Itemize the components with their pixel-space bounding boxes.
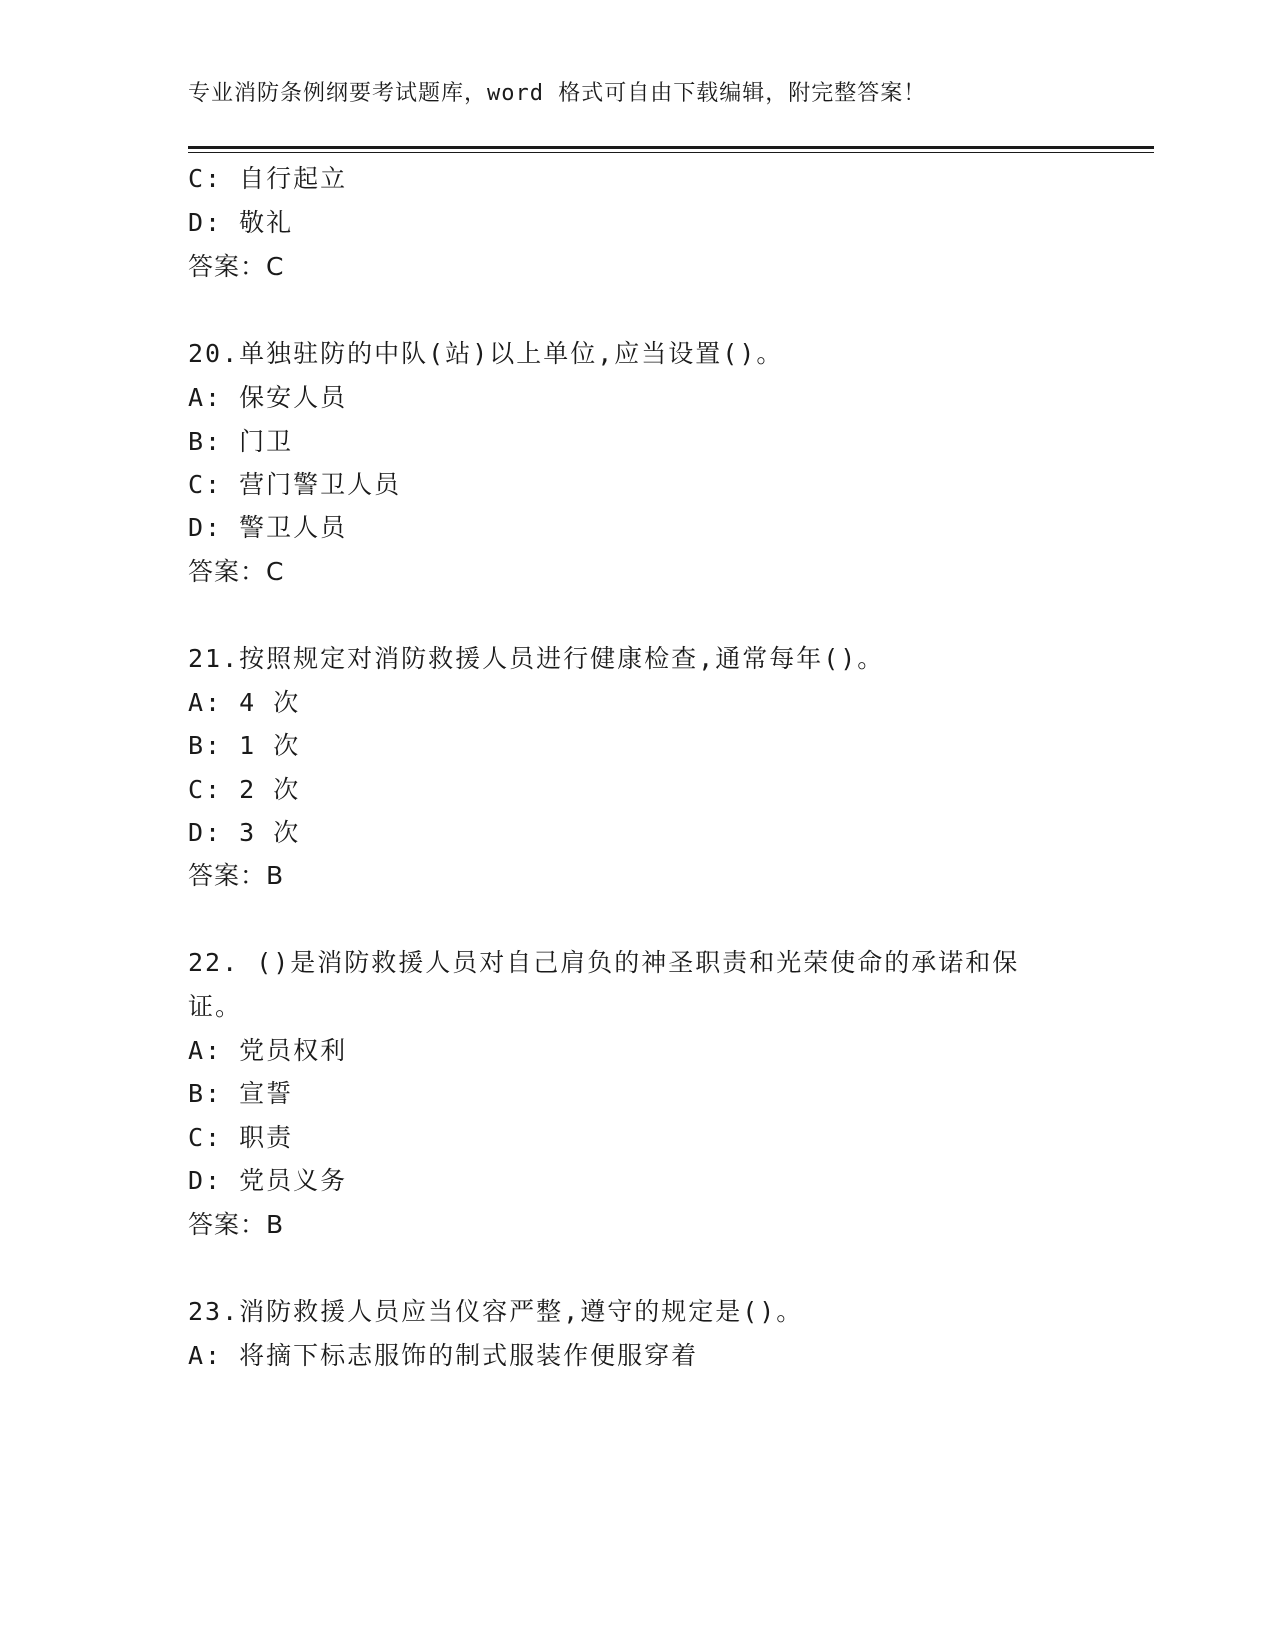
option-a-line: A: 党员权利: [188, 1036, 348, 1065]
option-d-line: D: 党员义务: [188, 1166, 348, 1195]
option-b-line: B: 1 次: [188, 731, 301, 760]
option-c-line: C: 2 次: [188, 775, 301, 804]
question-20: 20.单独驻防的中队(站)以上单位,应当设置()。: [188, 339, 784, 368]
question-23: 23.消防救援人员应当仪容严整,遵守的规定是()。: [188, 1297, 804, 1326]
option-b-line: B: 门卫: [188, 427, 294, 456]
question-22: 22. ()是消防救援人员对自己肩负的神圣职责和光荣使命的承诺和保: [188, 948, 1020, 977]
option-b-line: B: 宣誓: [188, 1079, 294, 1108]
option-c-line: C: 自行起立: [188, 164, 348, 193]
option-d-line: D: 警卫人员: [188, 513, 348, 542]
header-rule-thin: [188, 152, 1154, 153]
question-22-continued: 证。: [188, 992, 243, 1021]
option-a-line: A: 将摘下标志服饰的制式服装作便服穿着: [188, 1341, 699, 1370]
option-d-line: D: 敬礼: [188, 208, 294, 237]
answer-line: 答案：C: [188, 557, 285, 586]
option-d-line: D: 3 次: [188, 818, 301, 847]
option-a-line: A: 4 次: [188, 688, 301, 717]
answer-line: 答案：B: [188, 861, 285, 890]
answer-line: 答案：B: [188, 1210, 285, 1239]
option-a-line: A: 保安人员: [188, 383, 348, 412]
question-21: 21.按照规定对消防救援人员进行健康检查,通常每年()。: [188, 644, 885, 673]
option-c-line: C: 营门警卫人员: [188, 470, 402, 499]
header-text: 专业消防条例纲要考试题库，word 格式可自由下载编辑，附完整答案！: [188, 81, 927, 106]
answer-line: 答案：C: [188, 252, 285, 281]
header-rule: [188, 146, 1154, 149]
option-c-line: C: 职责: [188, 1123, 294, 1152]
